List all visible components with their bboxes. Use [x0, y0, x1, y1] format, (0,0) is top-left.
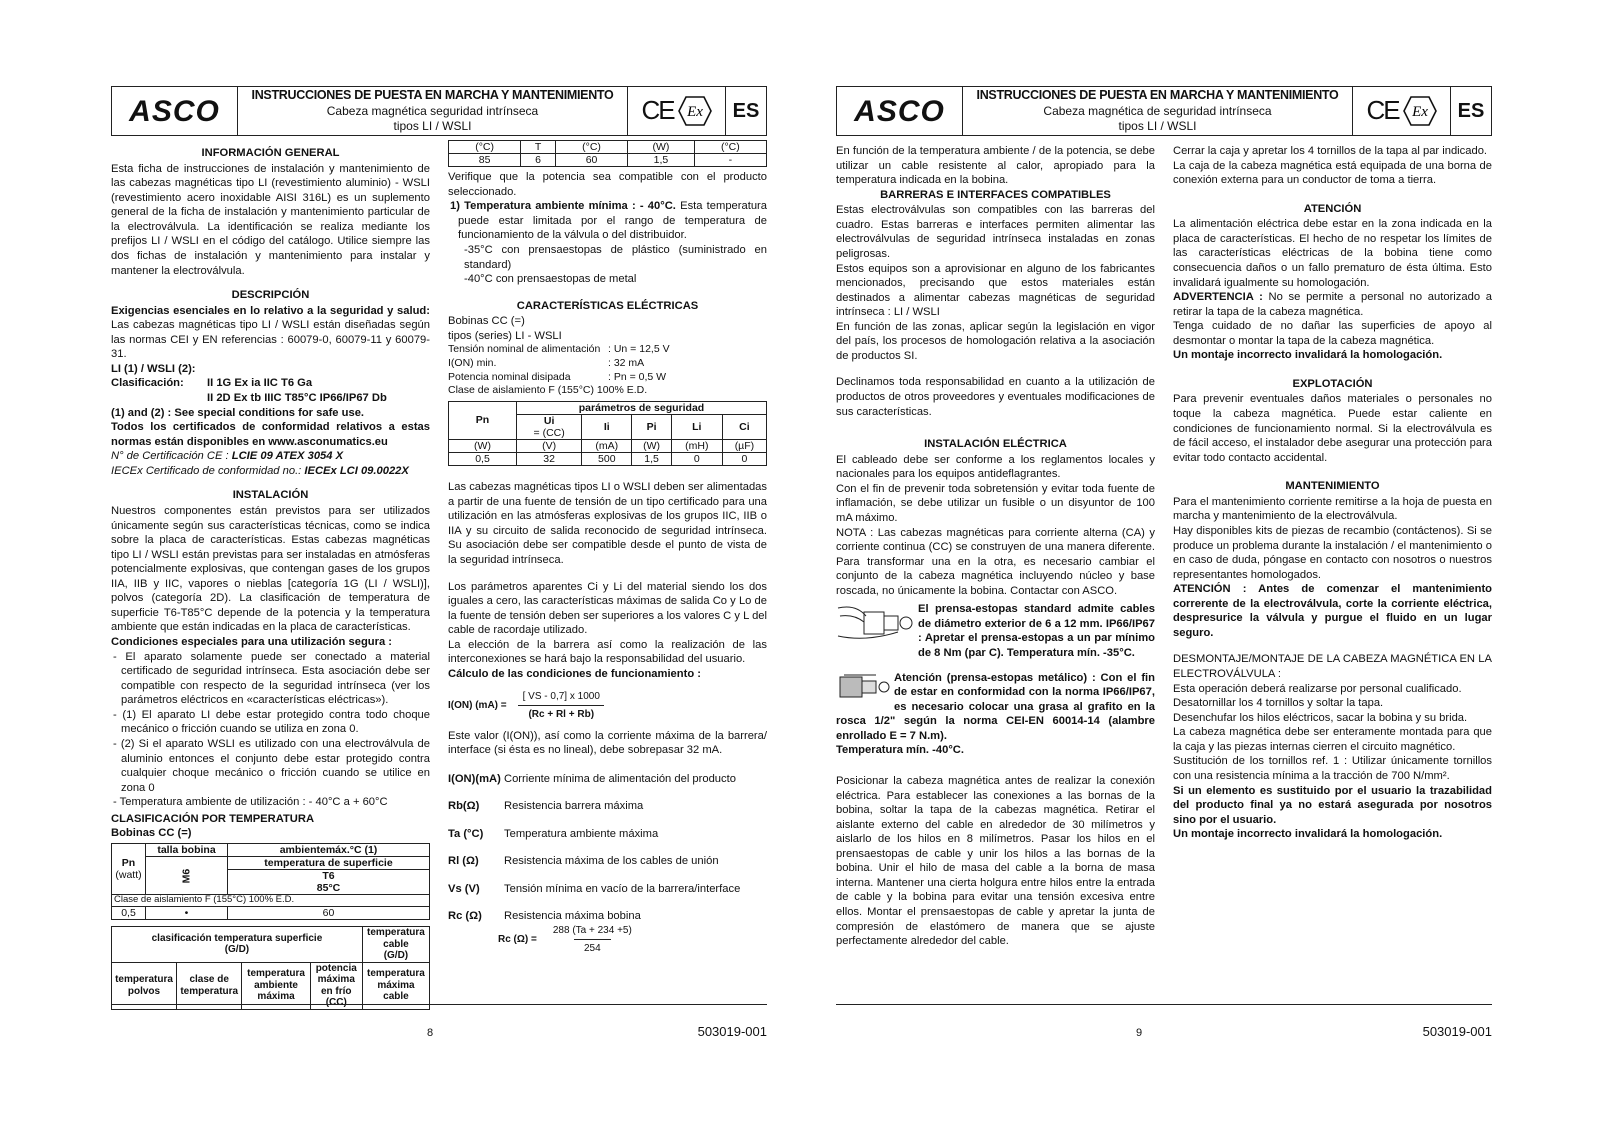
header-title-block	[963, 87, 1353, 135]
page-number: 8	[427, 1027, 434, 1039]
ac-dc-note: NOTA : Las cabezas magnéticas para corriente alterna (CA) y corriente continua (CC) se construyen de una manera diferente. Para transformar una en la otra, es necesario cambiar el conjunto de la cabeza magnética incluyendo núcleo y base roscada, no únicamente la bobina. Contactar con ASCO.	[836, 526, 1155, 597]
metal-gland-temp: -40°C con prensaestopas de metal	[464, 273, 637, 286]
certificates-note: Todos los certificados de conformidad relativos a estas normas están disponibles en www.asconumatics.eu	[111, 421, 430, 448]
document-number: 503019-001	[697, 1024, 767, 1039]
page-left	[111, 86, 767, 1086]
description-text: Exigencias esenciales en lo relativo a la seguridad y salud: Las cabezas magnéticas tipo LI / WSLI están diseñadas según las normas CEI y EN referencias : 60079-0, 60079-11 y 60079-31.	[111, 304, 430, 361]
verify-power: Verifique que la potencia sea compatible con el producto seleccionado.	[448, 171, 767, 198]
section-title-installation: INSTALACIÓN	[232, 489, 309, 502]
ce-certification: N° de Certificación CE : LCIE 09 ATEX 3054 X	[111, 450, 344, 463]
disassembly-5: Sustitución de los tornillos ref. 1 : Utilizar únicamente tornillos con una resistencia mínima a la tracción de 700 N/mm².	[1173, 755, 1492, 782]
doc-subtitle: Cabeza magnética seguridad intrínseca	[326, 103, 539, 118]
nominal-power: Potencia nominal disipada : Pn = 0,5 W	[448, 370, 667, 383]
def-vs: Vs (V) Tensión mínima en vacío de la barrera/interface	[448, 882, 741, 895]
condition-3: - (2) Si el aparato WSLI es utilizado con una electroválvula de aluminio entonces el conjunto debe estar protegido contra cualquier choque mecánico o fricción cuando se utilice en zona 0	[113, 737, 430, 794]
section-title-maintenance: MANTENIMIENTO	[1285, 480, 1380, 493]
cable-heat-note: En función de la temperatura ambiente / de la potencia, se debe utilizar un cable resistente al calor, apropiado para la temperatura indicada en la bobina.	[836, 145, 1155, 187]
doc-types: tipos LI / WSLI	[393, 119, 472, 134]
classification-1: Clasificación: II 1G Ex ia IIC T6 Ga	[111, 377, 313, 390]
section-title-electrical-installation: INSTALACIÓN ELÉCTRICA	[924, 438, 1067, 451]
section-title-description: DESCRIPCIÓN	[231, 289, 310, 302]
fuse-note: Con el fin de prevenir toda sobretensión y evitar toda fuente de inflamación, se debe utilizar un fusible o un disyuntor de 100 mA máximo.	[836, 482, 1155, 524]
care-text: Tenga cuidado de no dañar las superficies de apoyo al desmontar o montar la tapa de la cabeza magnética.	[1173, 320, 1492, 347]
formula-ion: I(ON) (mA) = $\frac{[ VS - 0,7] x 1000}{(Rc + Rl + Rb)}$	[448, 690, 767, 721]
barriers-text-2: Estos equipos son a aprovisionar en alguno de los fabricantes mencionados, precisando que estos materiales están destinados a alimentar cabezas magnéticas de seguridad intrínseca : LI / WSLI	[836, 262, 1155, 319]
left-column-2	[448, 140, 767, 1010]
substitution-note: Si un elemento es sustituido por el usuario la trazabilidad del producto final ya no estará asegurada por nosotros sino por el usuario.	[1173, 784, 1492, 826]
safety-parameters-table: Pn parámetros de seguridad Ui = (CC) Ii Pi Li Ci (W) (V) (mA) (W) (mH) (µF) 0,5 32 500 1,5 0 0	[448, 401, 767, 466]
condition-2: - (1) El aparato LI debe estar protegido contra todo choque mecánico o fricción cuando se utiliza en zona 0.	[113, 708, 430, 736]
temperature-class-title: CLASIFICACIÓN POR TEMPERATURA	[111, 812, 315, 825]
def-rl: Rl (Ω) Resistencia máxima de los cables de unión	[448, 855, 719, 868]
page-header	[836, 86, 1492, 136]
close-box: Cerrar la caja y apretar los 4 tornillos de la tapa al par indicado.	[1173, 145, 1488, 157]
standard-gland-note: El prensa-estopas standard admite cables de diámetro exterior de 6 a 12 mm. IP66/IP67 : Apretar el prensa-estopas a un par mínimo de 8 Nm (par C). Temperatura mín. -35°C.	[836, 602, 1155, 660]
maintenance-text-2: Hay disponibles kits de piezas de recambio (contáctenos). Si se produce un problema durante la instalación / el mantenimiento o en caso de duda, póngase en contacto con nosotros o nuestros representantes homologados.	[1173, 524, 1492, 581]
wiring-rules: El cableado debe ser conforme a los reglamentos locales y nacionales para los equipos antideflagrantes.	[836, 453, 1155, 481]
special-conditions-title: Condiciones especiales para una utilización segura :	[111, 636, 393, 648]
doc-subtitle: Cabeza magnética de seguridad intrínseca	[1043, 103, 1272, 118]
temperature-table: Pn (watt) talla bobina ambientemáx.°C (1) M6 temperatura de superficie T6 85°C Clase de aislamiento F (155°C) 100% E.D. 0,5 • 60	[111, 843, 430, 920]
operation-text: Para prevenir eventuales daños materiales o personales no toque la cabeza magnética. Puede estar caliente en condiciones de funcionamiento normal. Si la electroválvula es de fácil acceso, el instalador debe asegurar una protección para evitar todo contacto accidental.	[1173, 393, 1492, 464]
surface-temperature-table: clasificación temperatura superficie (G/D) temperatura cable (G/D) temperatura polvos clase de temperatura temperatura ambiente máxima potencia máxima en frío (CC) temperatura máxima cable	[111, 926, 430, 1010]
footer-divider	[111, 1004, 767, 1005]
coils-dc: Bobinas CC (=)	[448, 315, 525, 328]
earth-terminal: La caja de la cabeza magnética está equipada de una borna de conexión externa para un conductor de toma a tierra.	[1173, 159, 1492, 187]
maintenance-attention: ATENCIÓN : Antes de comenzar el mantenimiento correrente de la electroválvula, corte la corriente eléctrica, despresurice la válvula y purgue el fluido en un lugar seguro.	[1173, 583, 1492, 639]
invalid-warning-1: Un montaje incorrecto invalidará la homologación.	[1173, 349, 1443, 362]
classification-2: II 2D Ex tb IIIC T85°C IP66/IP67 Db	[207, 392, 387, 404]
footer-divider	[836, 1004, 1492, 1005]
document-number: 503019-001	[1422, 1024, 1492, 1039]
section-title-barriers: BARRERAS E INTERFACES COMPATIBLES	[880, 188, 1111, 201]
insulation-class: Clase de aislamiento F (155°C) 100% E.D.	[448, 384, 648, 397]
disclaimer: Declinamos toda responsabilidad en cuanto a la utilización de productos de otros proveedores y eventuales modificaciones de sus características.	[836, 376, 1155, 418]
right-column-1	[836, 140, 1155, 949]
asco-logo: ASCO	[837, 87, 963, 135]
def-ion: I(ON)(mA) Corriente mínima de alimentación del producto	[448, 772, 736, 785]
section-title-attention: ATENCIÓN	[1303, 202, 1362, 215]
disassembly-3: Desenchufar los hilos eléctricos, sacar la bobina y su brida.	[1173, 711, 1468, 724]
svg-text:Ex: Ex	[686, 104, 703, 120]
supply-requirements: Las cabezas magnéticas tipos LI o WSLI deben ser alimentadas a partir de una fuente de tensión de un tipo certificado para una utilización en las atmósferas explosivas de los grupos IIC, IIB o IIA y su circuito de salida reconocido de seguridad intrínseca. Su asociación debe ser compatible desde el punto de vista de la seguridad intrínseca.	[448, 481, 767, 566]
maintenance-text-1: Para el mantenimiento corriente remitirse a la hoja de puesta en marcha y mantenimiento de la electroválvula.	[1173, 495, 1492, 523]
calc-title: Cálculo de las condiciones de funcionamiento :	[448, 667, 702, 680]
ce-mark-icon: CE	[641, 95, 674, 126]
definitions-list	[448, 772, 767, 924]
disassembly-2: Desatornillar los 4 tornillos y soltar la tapa.	[1173, 697, 1384, 710]
condition-4: - Temperatura ambiente de utilización : - 40°C a + 60°C	[113, 796, 388, 809]
page-header	[111, 86, 767, 136]
def-rc: Rc (Ω) Resistencia máxima bobina	[448, 910, 641, 923]
language-code: ES	[732, 100, 760, 122]
info-text: Esta ficha de instrucciones de instalación y mantenimiento de las cabezas magnéticas tipo LI (revestimiento aluminio) - WSLI (revestimiento acero inoxidable AISI 316L) es un suplemento general de la ficha de instalación y mantenimiento particular de la electroválvula. La identificación se realiza mediante los prefijos LI / WSLI en el código del catálogo. Utilice siempre las dos fichas de instalación y mantenimiento para instalar y mantener la electroválvula.	[111, 162, 430, 277]
page-right	[836, 86, 1492, 1086]
barriers-text-3: En función de las zonas, aplicar según la legislación en vigor del país, los procesos de homologación relativa a la asociación de productos SI.	[836, 320, 1155, 362]
min-ambient-temp: 1) Temperatura ambiente mínima : - 40°C. Esta temperatura puede estar limitada por el rango de temperatura de funcionamiento de la válvula o del distribuidor.	[450, 200, 768, 242]
li-wsli-line: LI (1) / WSLI (2):	[111, 362, 196, 375]
asco-logo: ASCO	[112, 87, 238, 135]
ce-mark-icon: CE	[1366, 95, 1399, 126]
see-special-conditions: (1) and (2) : See special conditions for safe use.	[111, 406, 365, 419]
cable-gland-icon	[836, 602, 916, 646]
page-number: 9	[1136, 1027, 1143, 1039]
warning-text: ADVERTENCIA : No se permite a personal no autorizado a retirar la tapa de la cabeza magnética.	[1173, 291, 1492, 318]
section-title-electrical: CARACTERÍSTICAS ELÉCTRICAS	[516, 299, 699, 312]
doc-title: INSTRUCCIONES DE PUESTA EN MARCHA Y MANTENIMIENTO	[976, 88, 1339, 103]
cert-marks	[1353, 87, 1451, 135]
installation-text: Nuestros componentes están previstos para ser utilizados únicamente según sus características técnicas, como se indica sobre la placa de características. Estas cabezas magnéticas tipo LI / WSLI están previstas para ser instaladas en atmósferas potencialmente explosivas, que contengan gases de los grupos IIA, IIB y IIC, vapores o nieblas [categoría 1G (LI / WSLI)], polvos (categoría 2D). La clasificación de temperatura de superficie T6-T85°C depende de la potencia y la temperatura ambiente que están indicadas en la placa de características.	[111, 504, 430, 634]
atex-ex-icon	[678, 96, 712, 126]
attention-text: La alimentación eléctrica debe estar en la zona indicada en la placa de características. El hecho de no respetar los límites de las características eléctricas de la bobina tiene como consecuencia daños o un fallo prematuro de ésta última. Esto invalidará igualmente su homologación.	[1173, 218, 1492, 289]
section-title-operation: EXPLOTACIÓN	[1292, 377, 1373, 390]
surface-temperature-table-cont: (°C) T (°C) (W) (°C) 85 6 60 1,5 -	[448, 140, 767, 167]
series-types: tipos (series) LI - WSLI	[448, 329, 562, 342]
right-column-2	[1173, 140, 1492, 949]
positioning-instructions: Posicionar la cabeza magnética antes de realizar la conexión eléctrica. Para establecer las conexiones a las bornas de la bobina, soltar la tapa de la cabezas magnética. Retirar el aislante externo del cable en alrededor de 30 milímetros y aislarlo de los hilos en 8 milímetros. Pasar los hilos en el prensaestopas de cable y unir los hilos a las bornas de la bobina. Unir el hilo de masa del cable a la borna de masa interna. Mantener una cierta holgura entre hilos entre la entrada de cable y la bobina para evitar una tensión excesiva entre ellos. Montar el prensaestopas de cable y apretar la junta de compresión de elastómero de manera que se ajuste perfectamente alrededor del cable.	[836, 774, 1155, 948]
barriers-text: Estas electroválvulas son compatibles con las barreras del cuadro. Estas barreras e interfaces permiten alimentar las electroválvulas de seguridad intrínseca instaladas en zonas peligrosas.	[836, 204, 1155, 260]
apparent-parameters: Los parámetros aparentes Ci y Li del material siendo los dos iguales a cero, las características máximas de salida Co y Lo de la fuente de tensión deben ser superiores a los valores C y L del cable de racordaje utilizado.	[448, 580, 767, 637]
metal-gland-note: Atención (prensa-estopas metálico) : Con el fin de estar en conformidad con la norma IP66/IP67, es necesario colocar una grasa al grafito en la rosca 1/2" según la norma CEI-EN 60014-14 (alambre enrollado E = 7 N.m).	[836, 671, 1155, 742]
section-title-info: INFORMACIÓN GENERAL	[201, 147, 340, 159]
language-code: ES	[1457, 100, 1485, 122]
doc-types: tipos LI / WSLI	[1118, 119, 1197, 134]
atex-ex-icon	[1403, 96, 1437, 126]
header-title-block	[238, 87, 628, 135]
doc-title: INSTRUCCIONES DE PUESTA EN MARCHA Y MANTENIMIENTO	[251, 88, 614, 103]
metal-gland-min-temp: Temperatura mín. -40°C.	[836, 744, 964, 757]
temperature-class-sub: Bobinas CC (=)	[111, 827, 192, 840]
def-ta: Ta (°C) Temperatura ambiente máxima	[448, 827, 659, 840]
cert-marks	[628, 87, 726, 135]
ion-note: Este valor (I(ON)), así como la corriente máxima de la barrera/ interface (si ésta es no lineal), debe sobrepasar 32 mA.	[448, 729, 767, 757]
condition-1: - El aparato solamente puede ser conectado a material certificado de seguridad intrínseca. Esta asociación debe ser compatible con respecto de la seguridad intrínseca (ver los parámetros eléctricos en «características eléctricas»).	[113, 650, 430, 707]
iecex-certificate: IECEx Certificado de conformidad no.: IECEx LCI 09.0022X	[111, 464, 409, 477]
left-column-1	[111, 140, 430, 1010]
formula-rc: Rc (Ω) = $\frac{288 (Ta + 234 +5)}{254}$	[498, 925, 632, 954]
min-current: I(ON) min. : 32 mA	[448, 356, 645, 369]
barrier-choice: La elección de la barrera así como la realización de las interconexiones se hará bajo la responsabilidad del usuario.	[448, 638, 767, 666]
plastic-gland-temp: -35°C con prensaestopas de plástico (suministrado en standard)	[464, 243, 767, 271]
disassembly-1: Esta operación deberá realizarse por personal cualificado.	[1173, 682, 1462, 695]
def-rb: Rb(Ω) Resistencia barrera máxima	[448, 800, 644, 813]
metal-gland-icon	[836, 671, 892, 701]
svg-text:Ex: Ex	[1411, 104, 1428, 120]
disassembly-title: DESMONTAJE/MONTAJE DE LA CABEZA MAGNÉTICA EN LA ELECTROVÁLVULA :	[1173, 653, 1492, 680]
disassembly-4: La cabeza magnética debe ser enteramente montada para que la caja y las piezas internas cierren el circuito magnético.	[1173, 726, 1492, 753]
nominal-voltage: Tensión nominal de alimentación : Un = 12,5 V	[448, 343, 670, 356]
invalid-warning-2: Un montaje incorrecto invalidará la homologación.	[1173, 828, 1443, 841]
